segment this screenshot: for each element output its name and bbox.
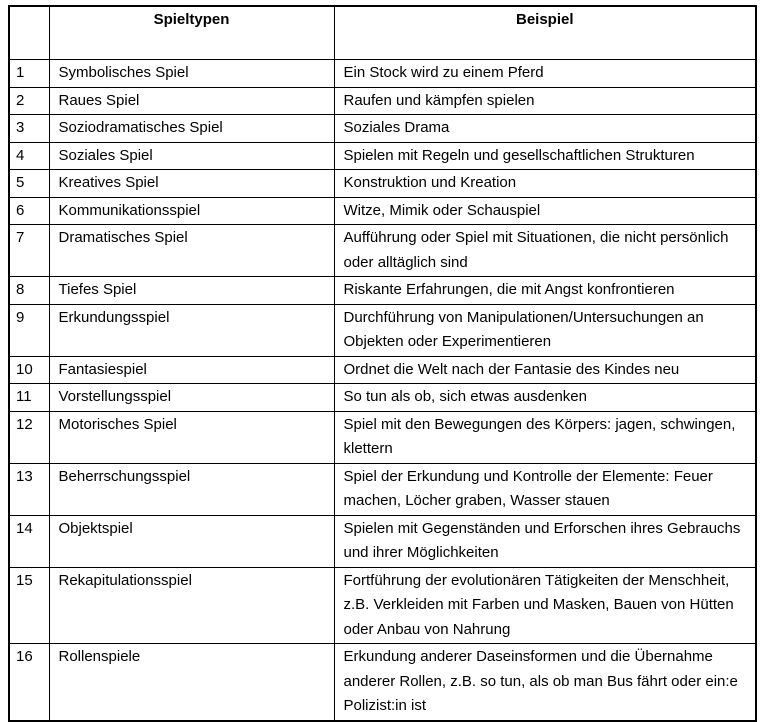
spieltyp-cell: Soziodramatisches Spiel (49, 115, 334, 143)
spieltyp-cell: Raues Spiel (49, 87, 334, 115)
table-row (9, 142, 756, 170)
beispiel-cell: Ordnet die Welt nach der Fantasie des Kindes neu (334, 356, 756, 384)
table-row (9, 170, 756, 198)
header-cell-number (9, 6, 49, 60)
spieltyp-cell: Fantasiespiel (49, 356, 334, 384)
spieltyp-cell: Symbolisches Spiel (49, 60, 334, 88)
row-number-cell: 10 (9, 356, 49, 384)
beispiel-cell: Spiel mit den Bewegungen des Körpers: jagen, schwingen, klettern (334, 411, 756, 463)
table-row (9, 515, 756, 567)
spieltyp-cell: Kommunikationsspiel (49, 197, 334, 225)
spieltyp-cell: Erkundungsspiel (49, 304, 334, 356)
beispiel-cell: Riskante Erfahrungen, die mit Angst konfrontieren (334, 277, 756, 305)
beispiel-cell: Ein Stock wird zu einem Pferd (334, 60, 756, 88)
spieltyp-cell: Beherrschungsspiel (49, 463, 334, 515)
beispiel-cell: So tun als ob, sich etwas ausdenken (334, 384, 756, 412)
row-number-cell: 6 (9, 197, 49, 225)
row-number-cell: 7 (9, 225, 49, 277)
spieltyp-cell: Motorisches Spiel (49, 411, 334, 463)
table-row (9, 115, 756, 143)
row-number-cell: 15 (9, 567, 49, 644)
beispiel-cell: Spiel der Erkundung und Kontrolle der Elemente: Feuer machen, Löcher graben, Wasser stauen (334, 463, 756, 515)
spieltyp-cell: Objektspiel (49, 515, 334, 567)
table-row (9, 644, 756, 721)
table-body (9, 60, 756, 721)
table-row (9, 411, 756, 463)
row-number-cell: 13 (9, 463, 49, 515)
row-number-cell: 14 (9, 515, 49, 567)
row-number-cell: 4 (9, 142, 49, 170)
beispiel-cell: Konstruktion und Kreation (334, 170, 756, 198)
beispiel-cell: Witze, Mimik oder Schauspiel (334, 197, 756, 225)
spieltyp-cell: Rollenspiele (49, 644, 334, 721)
beispiel-cell: Erkundung anderer Daseinsformen und die Übernahme anderer Rollen, z.B. so tun, als ob man Bus fährt oder ein:e Polizist:in ist (334, 644, 756, 721)
beispiel-cell: Aufführung oder Spiel mit Situationen, die nicht persönlich oder alltäglich sind (334, 225, 756, 277)
beispiel-cell: Fortführung der evolutionären Tätigkeiten der Menschheit, z.B. Verkleiden mit Farben und Masken, Bauen von Hütten oder Anbau von Nahrung (334, 567, 756, 644)
beispiel-cell: Spielen mit Gegenständen und Erforschen ihres Gebrauchs und ihrer Möglichkeiten (334, 515, 756, 567)
row-number-cell: 1 (9, 60, 49, 88)
spieltyp-cell: Vorstellungsspiel (49, 384, 334, 412)
table-row (9, 384, 756, 412)
table-row (9, 356, 756, 384)
table-header-row (9, 6, 756, 60)
table-row (9, 197, 756, 225)
spieltyp-cell: Dramatisches Spiel (49, 225, 334, 277)
row-number-cell: 2 (9, 87, 49, 115)
row-number-cell: 8 (9, 277, 49, 305)
row-number-cell: 12 (9, 411, 49, 463)
beispiel-cell: Raufen und kämpfen spielen (334, 87, 756, 115)
spieltyp-cell: Rekapitulationsspiel (49, 567, 334, 644)
row-number-cell: 5 (9, 170, 49, 198)
table-row (9, 567, 756, 644)
table-row (9, 463, 756, 515)
table-row (9, 60, 756, 88)
table-row (9, 277, 756, 305)
row-number-cell: 3 (9, 115, 49, 143)
beispiel-cell: Durchführung von Manipulationen/Untersuchungen an Objekten oder Experimentieren (334, 304, 756, 356)
row-number-cell: 11 (9, 384, 49, 412)
header-cell-spieltypen: Spieltypen (49, 6, 334, 60)
spieltyp-cell: Kreatives Spiel (49, 170, 334, 198)
header-cell-beispiel: Beispiel (334, 6, 756, 60)
row-number-cell: 16 (9, 644, 49, 721)
beispiel-cell: Soziales Drama (334, 115, 756, 143)
spieltyp-cell: Tiefes Spiel (49, 277, 334, 305)
spieltypen-table (8, 5, 757, 722)
row-number-cell: 9 (9, 304, 49, 356)
table-row (9, 225, 756, 277)
table-row (9, 304, 756, 356)
beispiel-cell: Spielen mit Regeln und gesellschaftlichen Strukturen (334, 142, 756, 170)
spieltyp-cell: Soziales Spiel (49, 142, 334, 170)
table-row (9, 87, 756, 115)
